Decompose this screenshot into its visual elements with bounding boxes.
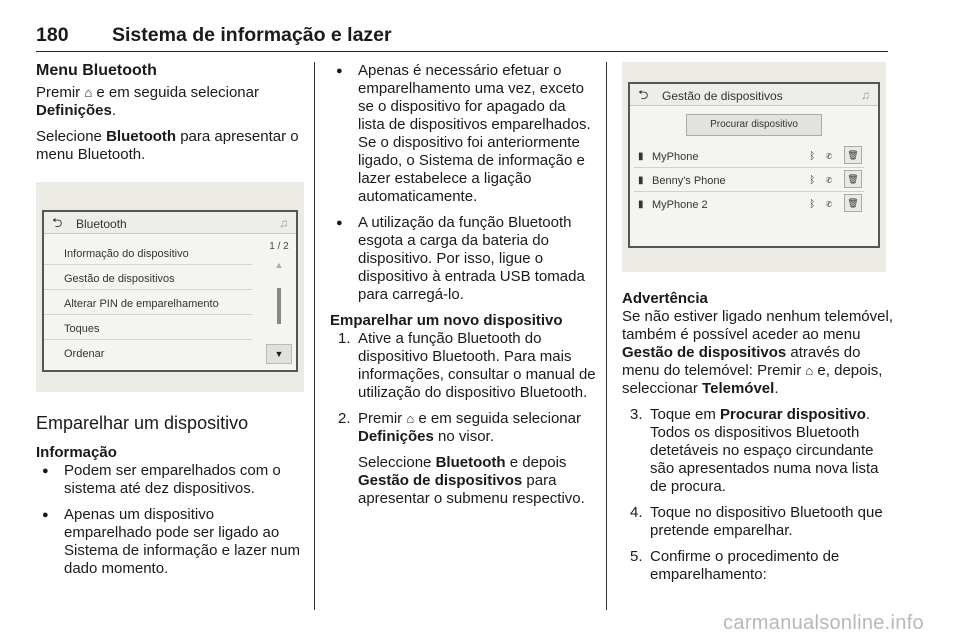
menu-item: Informação do dispositivo bbox=[44, 240, 252, 265]
section-title: Emparelhar um dispositivo bbox=[36, 413, 249, 433]
list-item: ● Apenas é necessário efetuar o emparelhamento uma vez, exceto se o dispositivo for apagado da lista de dispositivos emparelhados. Se o dispositivo foi anteriormente ligado, o Sistema de informação e lazer estabelece a ligação automaticamente. bbox=[330, 62, 596, 206]
warning-heading: Advertência bbox=[622, 290, 708, 307]
search-device-button: Procurar dispositivo bbox=[686, 114, 822, 136]
bullet-list bbox=[330, 62, 596, 304]
device-management-screenshot bbox=[622, 62, 886, 272]
page-number: 180 bbox=[36, 24, 69, 46]
step-2: 2. Premir ⌂ e em seguida selecionar Definições no visor. Seleccione Bluetooth e depois Gestão de dispositivos para apresentar o submenu respectivo. bbox=[338, 410, 585, 507]
device-row bbox=[634, 168, 864, 192]
paragraph: Premir ⌂ e em seguida selecionar Definições. bbox=[36, 84, 259, 119]
menu-item: Gestão de dispositivos bbox=[44, 265, 252, 290]
warning-text: Se não estiver ligado nenhum telemóvel, também é possível aceder ao menu Gestão de dispositivos através do menu do telemóvel: Premir ⌂ e, depois, seleccionar Telemóvel. bbox=[622, 308, 893, 397]
info-heading: Informação bbox=[36, 444, 117, 461]
column-1 bbox=[36, 62, 304, 586]
bullet-list bbox=[36, 462, 304, 578]
menu-item: Ordenar bbox=[64, 348, 105, 360]
back-arrow-icon: ⮌ bbox=[638, 87, 649, 102]
bluetooth-menu-screenshot bbox=[36, 182, 304, 392]
screen-title-bar bbox=[630, 84, 878, 106]
page-title: Sistema de informação e lazer bbox=[112, 24, 392, 46]
column-3 bbox=[622, 62, 894, 592]
phone-device-icon: ▮ bbox=[638, 199, 644, 210]
screen bbox=[628, 82, 880, 248]
trash-icon: 🗑 bbox=[844, 146, 862, 164]
bluetooth-connection-icon: ᛒ ✆ bbox=[809, 199, 836, 210]
step-3: 3. Toque em Procurar dispositivo. Todos os dispositivos Bluetooth detetáveis no espaço circundante são apresentados numa nova lista de procura. bbox=[630, 406, 879, 495]
watermark: carmanualsonline.info bbox=[723, 612, 924, 634]
sub-heading: Emparelhar um novo dispositivo bbox=[330, 312, 563, 329]
phone-device-icon: ▮ bbox=[638, 151, 644, 162]
device-name: Benny's Phone bbox=[652, 175, 726, 187]
back-arrow-icon: ⮌ bbox=[52, 215, 63, 230]
column-divider bbox=[314, 62, 315, 610]
home-icon: ⌂ bbox=[84, 85, 93, 100]
scrollbar bbox=[277, 288, 281, 324]
scroll-down-icon: ▼ bbox=[266, 344, 292, 364]
page-indicator: 1 / 2 bbox=[269, 241, 289, 252]
device-name: MyPhone bbox=[652, 151, 699, 163]
music-note-icon: ♫ bbox=[279, 216, 288, 230]
trash-icon: 🗑 bbox=[844, 170, 862, 188]
list-item: ● Podem ser emparelhados com o sistema até dez dispositivos. bbox=[36, 462, 304, 498]
home-icon: ⌂ bbox=[406, 411, 415, 426]
bluetooth-connection-icon: ᛒ ✆ bbox=[809, 175, 836, 186]
paragraph: Selecione Bluetooth para apresentar o menu Bluetooth. bbox=[36, 128, 299, 163]
music-note-icon: ♫ bbox=[861, 88, 870, 102]
screen-title: Bluetooth bbox=[76, 217, 127, 231]
screen-title-bar bbox=[44, 212, 296, 234]
list-item: ● Apenas um dispositivo emparelhado pode ser ligado ao Sistema de informação e lazer num dado momento. bbox=[36, 506, 304, 578]
device-row bbox=[634, 192, 864, 216]
section-heading: Menu Bluetooth bbox=[36, 62, 157, 79]
step-1: 1. Ative a função Bluetooth do dispositivo Bluetooth. Para mais informações, consultar o manual de utilização do dispositivo Bluetooth. bbox=[338, 330, 596, 401]
bluetooth-connection-icon: ᛒ ✆ bbox=[809, 151, 836, 162]
device-row bbox=[634, 144, 864, 168]
scroll-up-icon: ▲ bbox=[274, 260, 284, 270]
column-divider bbox=[606, 62, 607, 610]
menu-item: Toques bbox=[44, 315, 252, 340]
list-item: ● A utilização da função Bluetooth esgota a carga da bateria do dispositivo. Por isso, ligue o dispositivo à entrada USB tomada para carregá-lo. bbox=[330, 214, 596, 304]
step-5: 5. Confirme o procedimento de emparelhamento: bbox=[630, 548, 840, 583]
menu-item: Alterar PIN de emparelhamento bbox=[44, 290, 252, 315]
page-header bbox=[36, 26, 888, 52]
home-icon: ⌂ bbox=[805, 363, 814, 378]
screen-title: Gestão de dispositivos bbox=[662, 89, 783, 103]
trash-icon: 🗑 bbox=[844, 194, 862, 212]
step-4: 4. Toque no dispositivo Bluetooth que pretende emparelhar. bbox=[630, 504, 883, 539]
phone-device-icon: ▮ bbox=[638, 175, 644, 186]
scroll-sidebar bbox=[266, 238, 292, 366]
column-2 bbox=[330, 62, 596, 516]
device-name: MyPhone 2 bbox=[652, 199, 708, 211]
screen bbox=[42, 210, 298, 372]
